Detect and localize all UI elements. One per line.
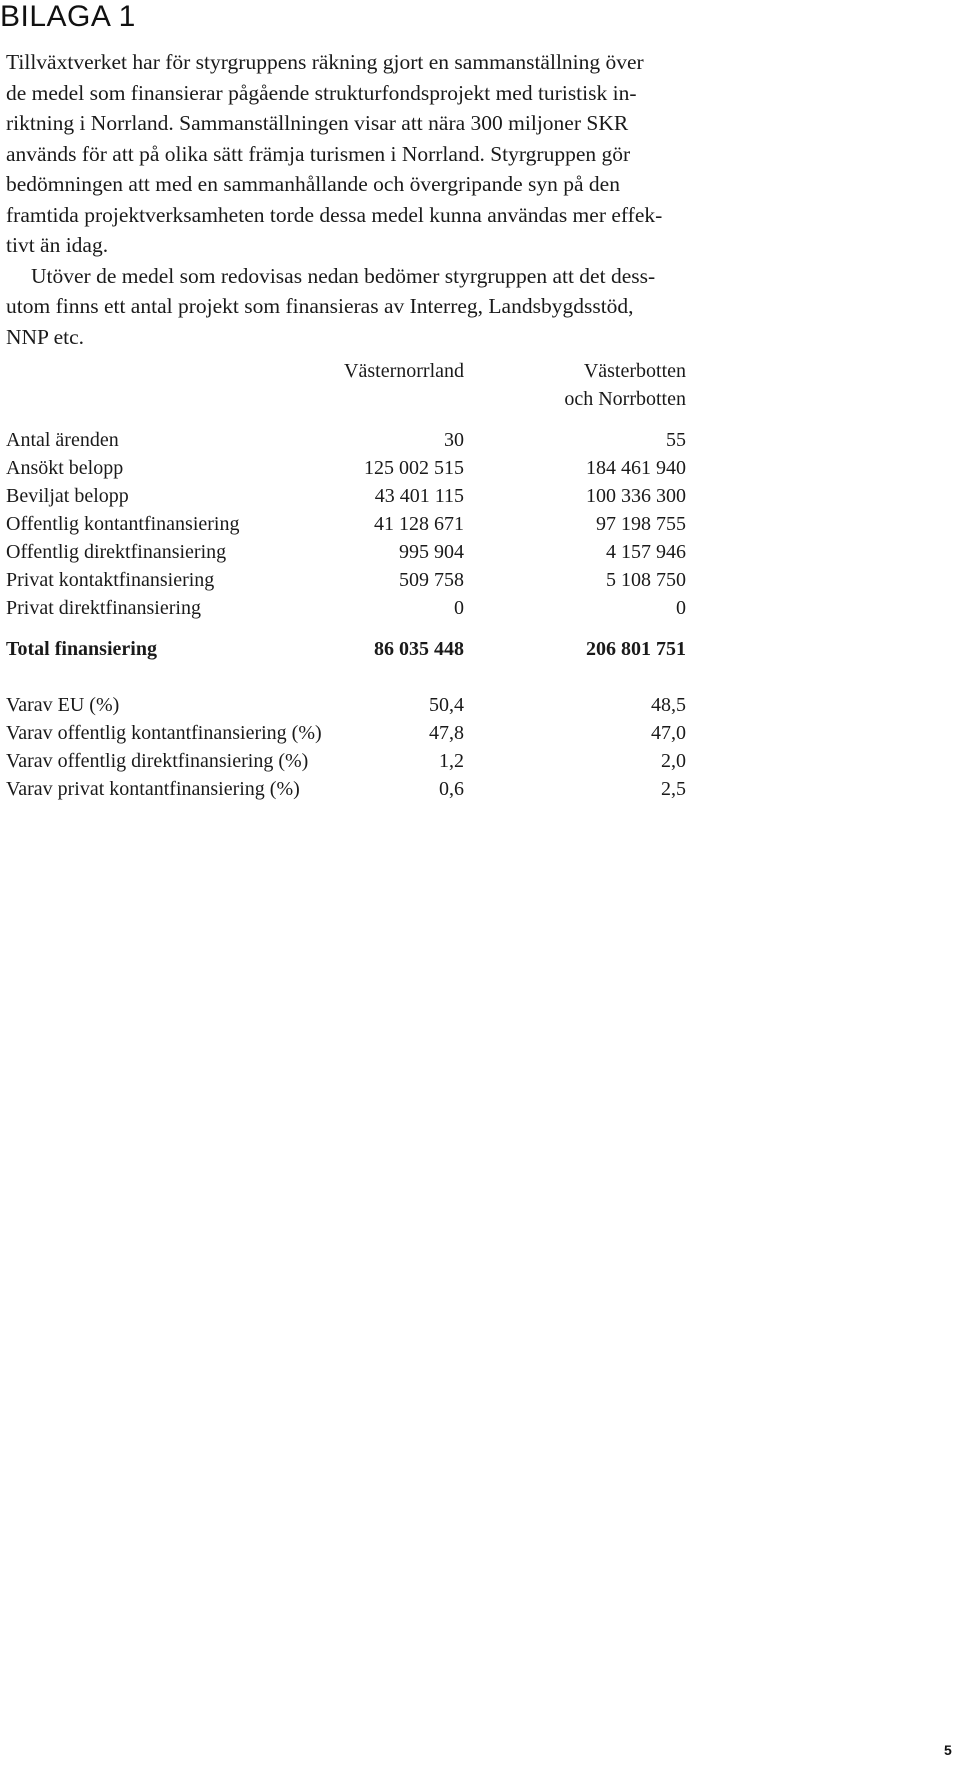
- paragraph-line: riktning i Norrland. Sammanställningen visar att nära 300 miljoner SKR: [6, 111, 629, 135]
- vasternorrland-value: 41 128 671: [374, 513, 464, 535]
- page-heading: BILAGA 1: [0, 0, 136, 33]
- vasternorrland-value: 50,4: [429, 694, 464, 716]
- row-label: Antal ärenden: [6, 429, 119, 451]
- vasternorrland-value: 1,2: [439, 750, 464, 772]
- paragraph-line: används för att på olika sätt främja turismen i Norrland. Styrgruppen gör: [6, 141, 631, 166]
- total-label: Total finansiering: [6, 638, 157, 660]
- row-label: Offentlig direktfinansiering: [6, 541, 227, 563]
- vasternorrland-value: 125 002 515: [364, 457, 464, 479]
- paragraph-line: Tillväxtverket har för styrgruppens räkning gjort en sammanställning över: [6, 50, 644, 74]
- vasternorrland-total: 86 035 448: [374, 638, 464, 660]
- page-number: 5: [944, 1742, 952, 1758]
- vasternorrland-value: 0: [454, 597, 464, 619]
- vasterbotten-norrbotten-value: 48,5: [651, 694, 686, 716]
- intro-paragraph: [6, 47, 766, 352]
- vasterbotten-norrbotten-value: 5 108 750: [606, 569, 686, 591]
- column-header-norrbotten: och Norrbotten: [564, 388, 686, 410]
- vasterbotten-norrbotten-value: 0: [676, 597, 686, 619]
- table-row: [6, 427, 686, 453]
- vasterbotten-norrbotten-value: 2,5: [661, 778, 686, 800]
- vasterbotten-norrbotten-total: 206 801 751: [586, 638, 686, 660]
- vasterbotten-norrbotten-value: 100 336 300: [586, 485, 686, 507]
- row-label: Offentlig kontantfinansiering: [6, 513, 240, 535]
- table-row: [6, 455, 686, 481]
- vasterbotten-norrbotten-value: 184 461 940: [586, 457, 686, 479]
- vasternorrland-value: 47,8: [429, 722, 464, 744]
- row-label: Privat direktfinansiering: [6, 597, 201, 619]
- percent-row: [6, 720, 686, 746]
- vasterbotten-norrbotten-value: 55: [666, 429, 686, 451]
- paragraph-line: de medel som finansierar pågående strukturfondsprojekt med turistisk in-: [6, 80, 637, 105]
- row-label: Varav EU (%): [6, 694, 120, 716]
- vasterbotten-norrbotten-value: 4 157 946: [606, 541, 686, 563]
- paragraph-line: framtida projektverksamheten torde dessa medel kunna användas mer effek-: [6, 202, 663, 227]
- paragraph-line: tivt än idag.: [6, 233, 109, 257]
- paragraph-line: NNP etc.: [6, 324, 85, 349]
- row-label: Varav privat kontantfinansiering (%): [6, 778, 300, 800]
- paragraph-line: Utöver de medel som redovisas nedan bedömer styrgruppen att det dess-: [31, 263, 656, 288]
- vasternorrland-value: 30: [444, 429, 464, 451]
- percent-row: [6, 748, 686, 774]
- table-row: [6, 483, 686, 509]
- row-label: Varav offentlig kontantfinansiering (%): [6, 722, 322, 744]
- row-label: Ansökt belopp: [6, 457, 124, 479]
- paragraph-line: bedömningen att med en sammanhållande och övergripande syn på den: [6, 172, 620, 196]
- column-header-vasternorrland: Västernorrland: [344, 360, 464, 382]
- row-label: Varav offentlig direktfinansiering (%): [6, 750, 309, 772]
- paragraph-line: utom finns ett antal projekt som finansieras av Interreg, Landsbygdsstöd,: [6, 294, 634, 318]
- vasternorrland-value: 0,6: [439, 778, 464, 800]
- table-row: [6, 595, 686, 621]
- table-row: [6, 539, 686, 565]
- percent-row: [6, 692, 686, 718]
- percent-row: [6, 776, 686, 802]
- table-row: [6, 567, 686, 593]
- vasterbotten-norrbotten-value: 47,0: [651, 722, 686, 744]
- vasternorrland-value: 995 904: [399, 541, 464, 563]
- total-row: [6, 636, 686, 662]
- table-row: [6, 511, 686, 537]
- column-header-vasterbotten: Västerbotten: [583, 360, 686, 382]
- row-label: Privat kontaktfinansiering: [6, 569, 215, 591]
- vasternorrland-value: 509 758: [399, 569, 464, 591]
- row-label: Beviljat belopp: [6, 485, 129, 507]
- vasterbotten-norrbotten-value: 2,0: [661, 750, 686, 772]
- vasterbotten-norrbotten-value: 97 198 755: [596, 513, 686, 535]
- vasternorrland-value: 43 401 115: [374, 485, 464, 507]
